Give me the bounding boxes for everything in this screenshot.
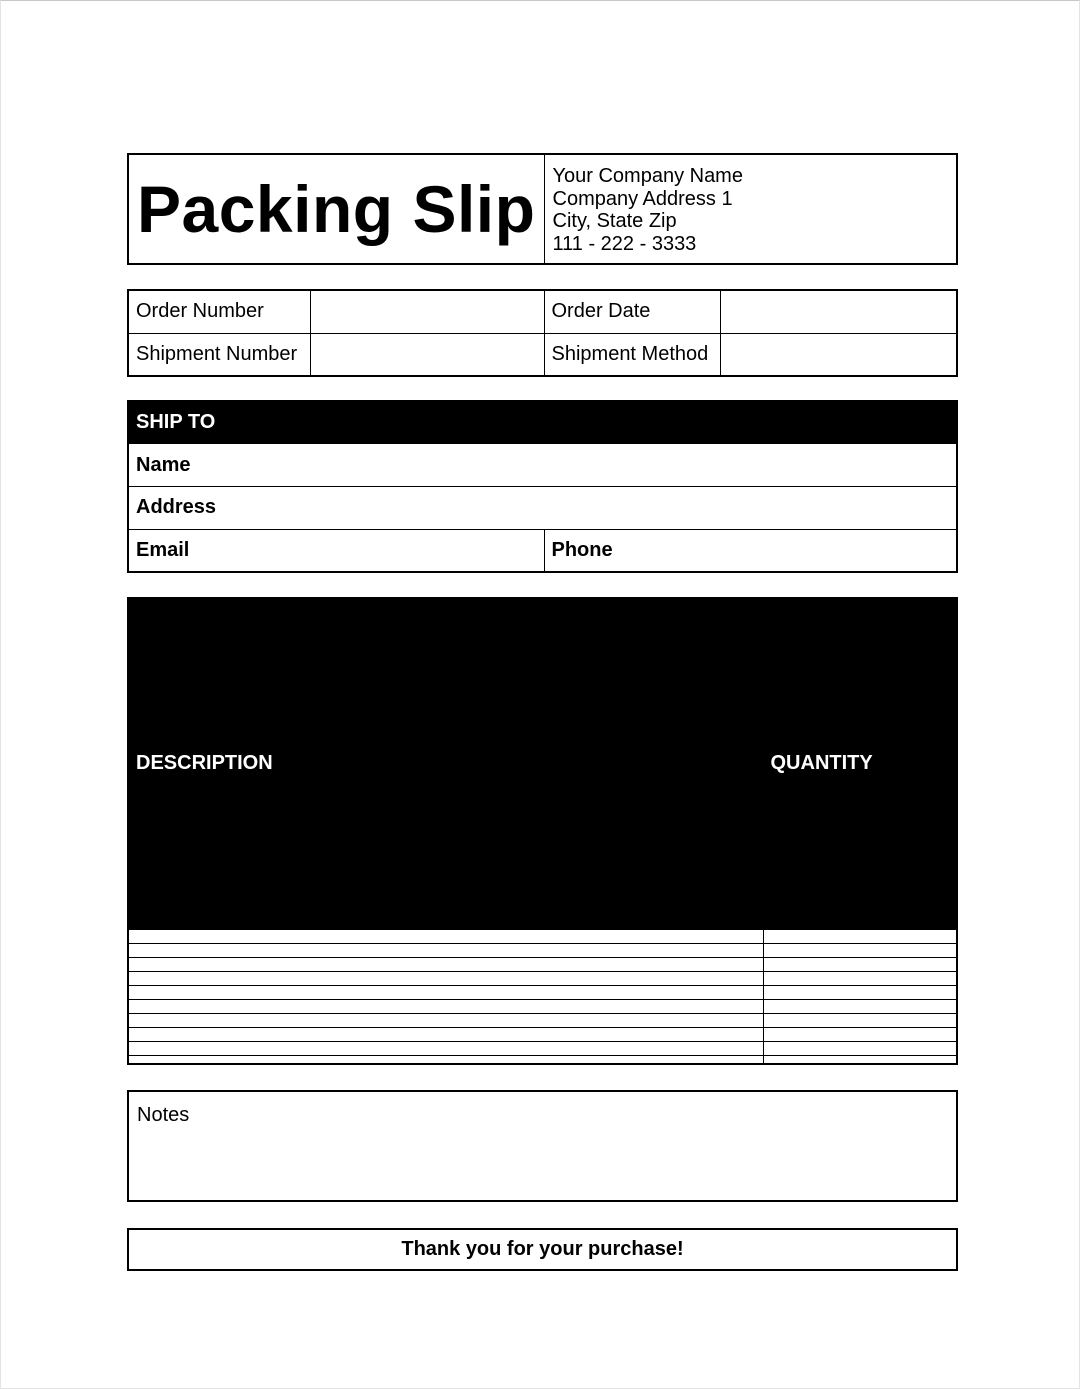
item-quantity-cell[interactable]	[763, 1014, 956, 1028]
item-description-cell[interactable]	[129, 972, 763, 986]
ship-to-phone-field[interactable]	[544, 529, 956, 571]
quantity-header: QUANTITY	[763, 599, 956, 929]
item-quantity-cell[interactable]	[763, 929, 956, 943]
order-number-label: Order Number	[129, 291, 310, 333]
thank-you-text: Thank you for your purchase!	[401, 1238, 684, 1260]
item-row	[129, 1056, 956, 1063]
header-box	[127, 153, 958, 265]
item-row	[129, 1014, 956, 1028]
item-row	[129, 986, 956, 1000]
item-quantity-cell[interactable]	[763, 1042, 956, 1056]
item-quantity-cell[interactable]	[763, 1028, 956, 1042]
shipment-number-field[interactable]	[310, 333, 544, 375]
ship-to-heading-fill	[544, 402, 956, 444]
item-row	[129, 1028, 956, 1042]
shipment-method-field[interactable]	[720, 333, 956, 375]
item-row	[129, 943, 956, 957]
page-title: Packing Slip	[129, 155, 544, 263]
item-description-cell[interactable]	[129, 1014, 763, 1028]
order-date-field[interactable]	[720, 291, 956, 333]
order-date-label: Order Date	[544, 291, 720, 333]
item-row	[129, 1000, 956, 1014]
item-description-cell[interactable]	[129, 929, 763, 943]
ship-to-name-field[interactable]	[129, 444, 956, 487]
item-description-cell[interactable]	[129, 943, 763, 957]
ship-to-email-field[interactable]	[129, 529, 544, 571]
description-header: DESCRIPTION	[129, 599, 763, 929]
company-name: Your Company Name	[552, 165, 743, 187]
items-table	[127, 597, 958, 1065]
item-quantity-cell[interactable]	[763, 943, 956, 957]
item-row	[129, 972, 956, 986]
item-description-cell[interactable]	[129, 1042, 763, 1056]
item-quantity-cell[interactable]	[763, 1056, 956, 1063]
company-address: Company Address 1	[552, 187, 733, 210]
shipment-method-label: Shipment Method	[544, 333, 720, 375]
company-phone: 111 - 222 - 3333	[552, 232, 697, 255]
ship-to-phone-label: Phone	[551, 538, 613, 561]
item-description-cell[interactable]	[129, 958, 763, 972]
ship-to-email-label: Email	[136, 538, 190, 561]
item-row	[129, 929, 956, 943]
item-quantity-cell[interactable]	[763, 1000, 956, 1014]
order-info-table	[127, 289, 958, 377]
order-number-field[interactable]	[310, 291, 544, 333]
company-info	[544, 155, 956, 263]
company-city-state-zip: City, State Zip	[552, 210, 677, 232]
item-description-cell[interactable]	[129, 986, 763, 1000]
item-row	[129, 958, 956, 972]
ship-to-address-label: Address	[136, 496, 217, 519]
item-quantity-cell[interactable]	[763, 986, 956, 1000]
shipment-number-label: Shipment Number	[129, 333, 310, 375]
notes-label: Notes	[137, 1104, 190, 1126]
item-quantity-cell[interactable]	[763, 958, 956, 972]
item-description-cell[interactable]	[129, 1056, 763, 1063]
item-row	[129, 1042, 956, 1056]
notes-box[interactable]	[127, 1090, 958, 1202]
thank-you-banner	[127, 1228, 958, 1271]
ship-to-heading: SHIP TO	[129, 402, 544, 444]
item-description-cell[interactable]	[129, 1028, 763, 1042]
item-description-cell[interactable]	[129, 1000, 763, 1014]
item-quantity-cell[interactable]	[763, 972, 956, 986]
ship-to-table	[127, 400, 958, 573]
ship-to-address-field[interactable]	[129, 486, 956, 529]
ship-to-name-label: Name	[136, 453, 191, 476]
